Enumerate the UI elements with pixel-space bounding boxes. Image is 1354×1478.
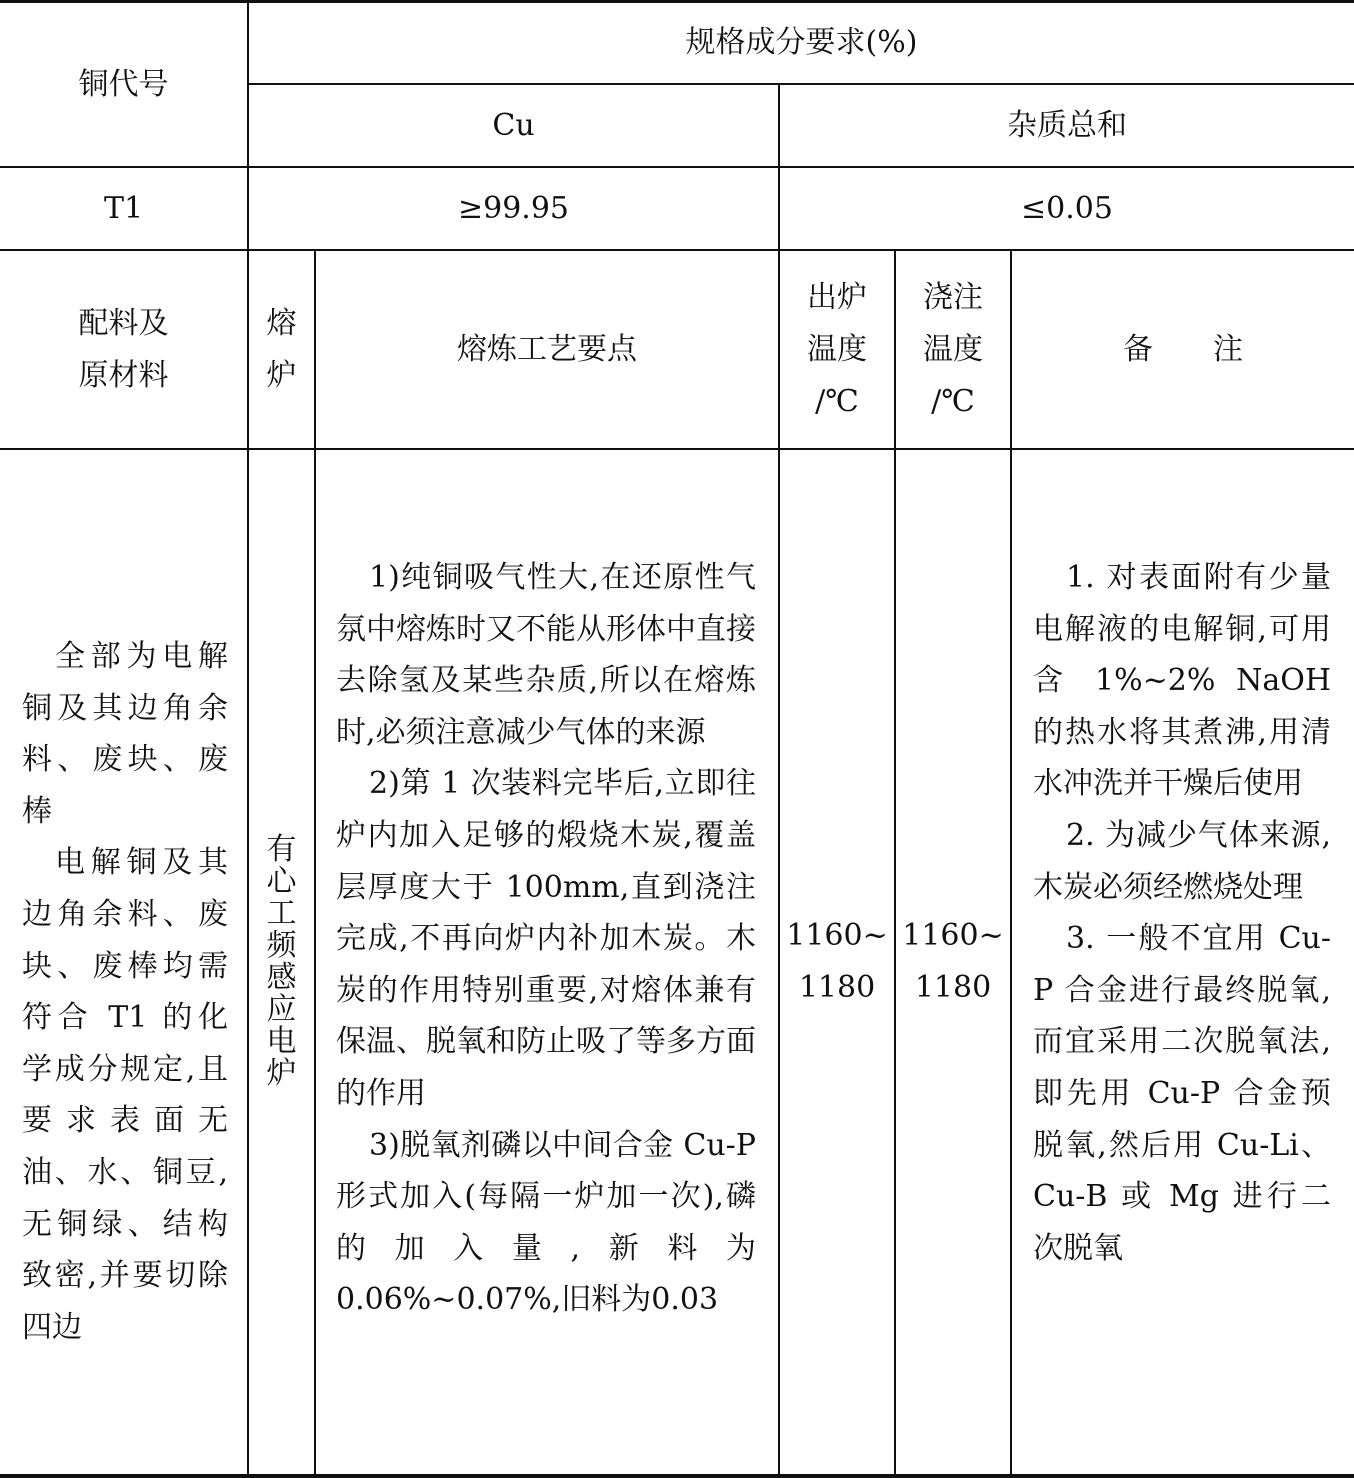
pour-temp-header-line: 温度 xyxy=(923,331,983,367)
furnace-header-char: 炉 xyxy=(266,357,297,393)
tap-temp-header-line: 温度 xyxy=(807,331,867,367)
pour-temp-header-line: 浇注 xyxy=(923,279,983,315)
remark-item: 2. 为减少气体来源,木炭必须经燃烧处理 xyxy=(1033,817,1331,905)
materials-paragraph: 全部为电解铜及其边角余料、废块、废棒 xyxy=(22,639,228,829)
remarks-header: 备 注 xyxy=(1123,331,1243,367)
materials-header-line: 配料及 xyxy=(78,305,169,341)
remarks-text xyxy=(1033,552,1331,1274)
process-point: 3)脱氧剂磷以中间合金 Cu-P 形式加入(每隔一炉加一次),磷的加入量,新料为0.06%~0.07%,旧料为0.03 xyxy=(336,1127,756,1318)
tap-temp-header-line: /℃ xyxy=(815,383,859,419)
furnace-header xyxy=(249,251,314,448)
process-points-text xyxy=(336,552,756,1326)
process-points-header: 熔炼工艺要点 xyxy=(457,331,637,367)
process-point: 1)纯铜吸气性大,在还原性气氛中熔炼时又不能从形体中直接去除氢及某些杂质,所以在熔炼时,必须注意减少气体的来源 xyxy=(336,560,756,750)
pour-temp-value xyxy=(896,450,1010,1474)
furnace-type-char: 心 xyxy=(266,864,297,899)
copper-code-header: 铜代号 xyxy=(78,66,169,102)
rule-bottom xyxy=(0,1474,1354,1478)
process-point: 2)第 1 次装料完毕后,立即往炉内加入足够的煅烧木炭,覆盖层厚度大于 100mm,直到浇注完成,不再向炉内补加木炭。木炭的作用特别重要,对熔体兼有保温、脱氧和防止吸了等多方面的作用 xyxy=(336,766,756,1111)
cu-value: ≥99.95 xyxy=(457,190,570,226)
materials-header xyxy=(0,251,247,448)
furnace-type-char: 炉 xyxy=(266,1056,297,1091)
furnace-header-char: 熔 xyxy=(266,305,297,341)
furnace-type-char: 应 xyxy=(266,992,297,1027)
materials-header-line: 原材料 xyxy=(78,357,169,393)
impurity-header: 杂质总和 xyxy=(1007,107,1127,143)
tap-temp-value-line: 1160~ xyxy=(786,918,888,953)
copper-code-value: T1 xyxy=(103,190,144,226)
materials-text xyxy=(22,631,228,1353)
remark-item: 3. 一般不宜用 Cu-P 合金进行最终脱氧,而宜采用二次脱氧法,即先用 Cu-P 合金预脱氧,然后用 Cu-Li、Cu-B 或 Mg 进行二次脱氧 xyxy=(1033,921,1331,1266)
spec-composition-header: 规格成分要求(%) xyxy=(685,25,918,60)
tap-temp-value xyxy=(780,450,894,1474)
pour-temp-header-line: /℃ xyxy=(931,383,975,419)
pour-temp-header xyxy=(896,251,1010,448)
remark-item: 1. 对表面附有少量电解液的电解铜,可用含 1%~2% NaOH 的热水将其煮沸,用清水冲洗并干燥后使用 xyxy=(1033,560,1331,802)
materials-paragraph: 电解铜及其边角余料、废块、废棒均需符合 T1 的化学成分规定,且要求表面无油、水、铜豆,无铜绿、结构致密,并要切除四边 xyxy=(22,845,228,1345)
furnace-type-char: 有 xyxy=(266,832,297,867)
pour-temp-value-line: 1160~ xyxy=(902,918,1004,953)
tap-temp-header xyxy=(780,251,894,448)
impurity-value: ≤0.05 xyxy=(1021,190,1113,226)
furnace-type-char: 感 xyxy=(266,960,297,995)
furnace-type-char: 频 xyxy=(266,928,297,963)
furnace-type xyxy=(249,450,314,1474)
pour-temp-value-line: 1180 xyxy=(914,970,992,1005)
tap-temp-value-line: 1180 xyxy=(798,970,876,1005)
cu-header: Cu xyxy=(492,107,535,143)
furnace-type-char: 工 xyxy=(266,896,297,931)
tap-temp-header-line: 出炉 xyxy=(807,279,867,315)
furnace-type-char: 电 xyxy=(266,1024,297,1059)
rule-process-header-bottom xyxy=(0,448,1354,450)
